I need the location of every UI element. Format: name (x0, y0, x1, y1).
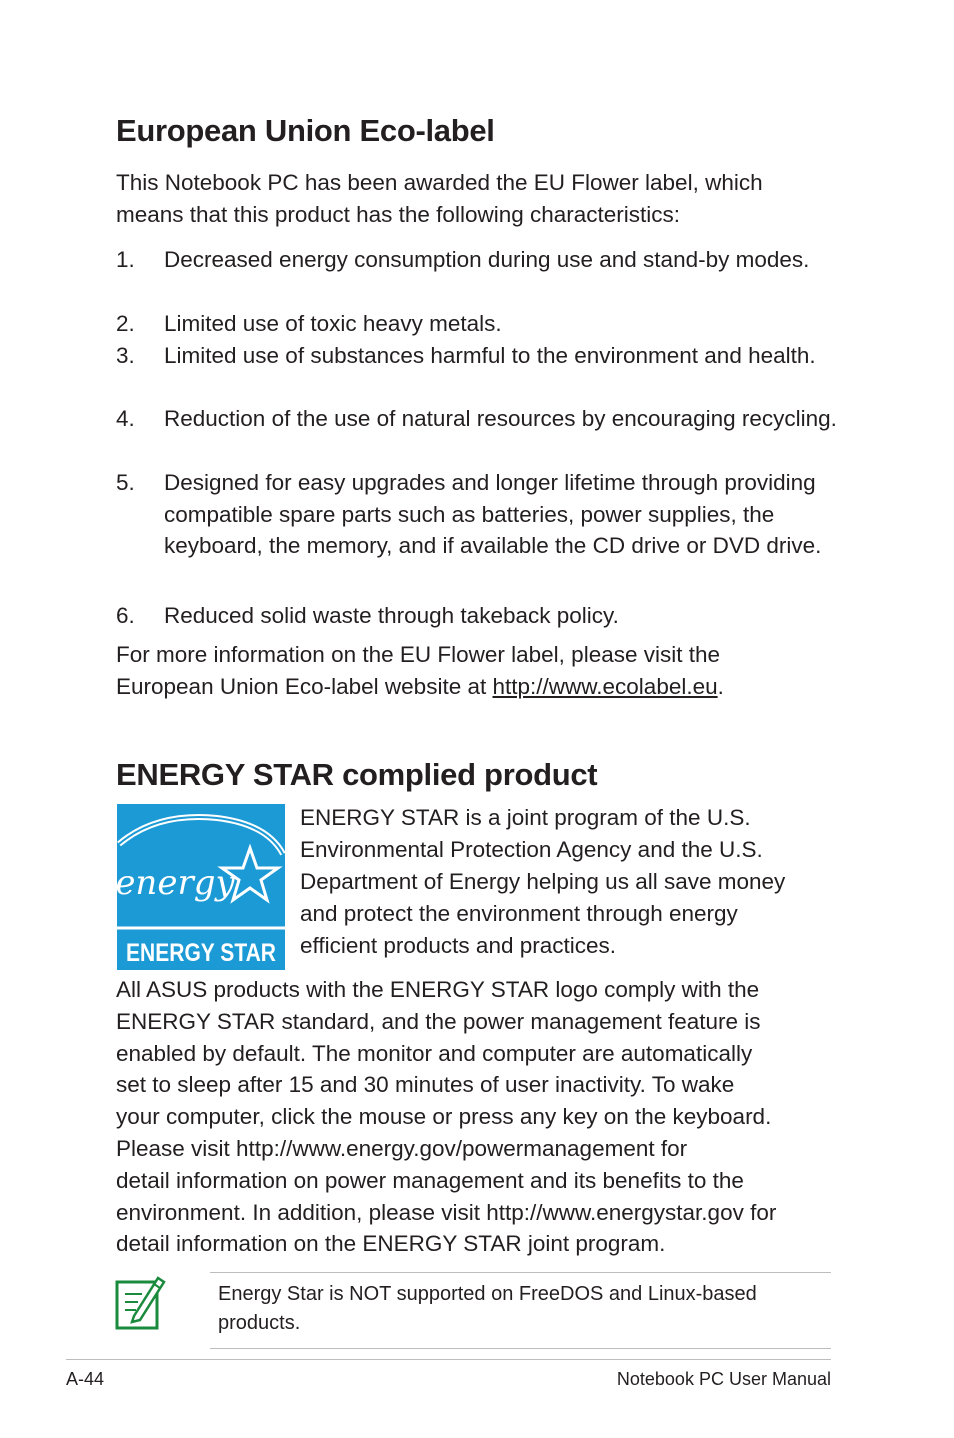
list-item-number: 4. (116, 406, 135, 431)
energy-body-line: environment. In addition, please visit http://www.energystar.gov for (116, 1199, 777, 1225)
energy-star-intro (300, 802, 840, 962)
list-item (116, 244, 846, 308)
list-item-text: Reduced solid waste through takeback policy. (164, 603, 619, 628)
energy-script-text: energy (115, 863, 235, 903)
note-pencil-icon (114, 1272, 166, 1332)
list-item (116, 600, 846, 632)
eu-more-info-line2 (116, 671, 836, 703)
eu-intro-line: This Notebook PC has been awarded the EU Flower label, which (116, 170, 763, 195)
list-item-text: Decreased energy consumption during use and stand-by modes. (164, 247, 810, 272)
energy-intro-line: Environmental Protection Agency and the U.S. (300, 837, 763, 862)
note-line: Energy Star is NOT supported on FreeDOS and Linux-based (218, 1283, 757, 1305)
footer-rule (66, 1359, 831, 1360)
list-item-number: 3. (116, 343, 135, 368)
ecolabel-website-link[interactable]: http://www.ecolabel.eu (492, 674, 718, 699)
energy-body-line: enabled by default. The monitor and computer are automatically (116, 1040, 753, 1066)
energy-body-line: Please visit http://www.energy.gov/powermanagement for (116, 1135, 688, 1161)
energy-star-body (116, 974, 846, 1260)
energy-intro-line: and protect the environment through energy (300, 901, 738, 926)
energy-body-line: your computer, click the mouse or press any key on the keyboard. (116, 1104, 772, 1130)
energy-star-banner-text: ENERGY STAR (126, 939, 276, 967)
energy-body-line: set to sleep after 15 and 30 minutes of user inactivity. To wake (116, 1072, 735, 1098)
energy-intro-line: Department of Energy helping us all save money (300, 869, 786, 894)
list-item-text: Reduction of the use of natural resources by encouraging recycling. (164, 406, 837, 431)
list-item (116, 467, 846, 595)
energy-intro-line: ENERGY STAR is a joint program of the U.S. (300, 805, 751, 830)
energy-star-heading: ENERGY STAR complied product (116, 757, 598, 792)
list-item-text: Limited use of toxic heavy metals. (164, 311, 502, 336)
energy-intro-line: efficient products and practices. (300, 933, 617, 958)
list-item-text: Limited use of substances harmful to the environment and health. (164, 343, 816, 368)
energy-body-line: ENERGY STAR standard, and the power management feature is (116, 1008, 761, 1034)
note-top-rule (210, 1272, 831, 1273)
energy-body-line: detail information on the ENERGY STAR joint program. (116, 1231, 666, 1257)
energy-star-logo (117, 804, 285, 970)
eu-more-info-suffix: . (717, 674, 724, 699)
list-item-text: Designed for easy upgrades and longer lifetime through providing compatible spare parts such as batteries, power supplies, the keyboard, the memory, and if available the CD drive or DVD drive. (164, 470, 822, 558)
eu-intro-line: means that this product has the following characteristics: (116, 202, 681, 227)
eu-more-info-line: For more information on the EU Flower label, please visit the (116, 642, 721, 667)
eu-ecolabel-heading: European Union Eco-label (116, 113, 495, 148)
list-item (116, 340, 846, 404)
list-item (116, 308, 846, 340)
note-text (218, 1280, 828, 1338)
page-number: A-44 (66, 1369, 105, 1389)
list-item-number: 1. (116, 247, 135, 272)
list-item (116, 403, 846, 467)
eu-intro-paragraph (116, 167, 836, 231)
eu-more-info-prefix: European Union Eco-label website at (116, 674, 493, 699)
manual-title: Notebook PC User Manual (616, 1369, 831, 1389)
energy-body-line: All ASUS products with the ENERGY STAR logo comply with the (116, 977, 760, 1002)
list-item-number: 5. (116, 470, 135, 495)
note-bottom-rule (210, 1348, 831, 1349)
eu-more-info-paragraph (116, 639, 836, 703)
note-line: products. (218, 1312, 301, 1334)
energy-body-line: detail information on power management and its benefits to the (116, 1167, 744, 1193)
list-item-number: 6. (116, 603, 135, 628)
list-item-number: 2. (116, 311, 135, 336)
